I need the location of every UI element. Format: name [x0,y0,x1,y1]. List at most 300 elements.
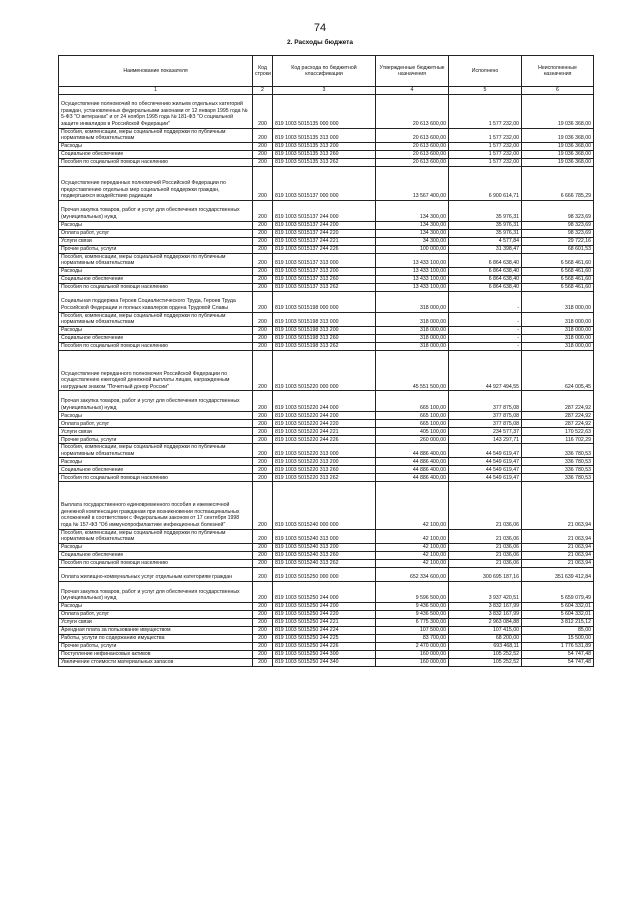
budget-classification-code: 819 1003 5015250 244 340 [273,658,376,666]
executed-amount: 68 200,00 [449,634,522,642]
approved-amount: 665 100,00 [376,412,449,420]
executed-amount: 35 976,31 [449,229,522,237]
approved-amount: 42 100,00 [376,543,449,551]
row-code: 200 [253,342,273,350]
unexecuted-amount: 287 224,92 [522,391,594,412]
row-code: 200 [253,618,273,626]
table-row [59,166,594,200]
header-executed: Исполнено [449,56,522,87]
row-code: 200 [253,253,273,267]
budget-classification-code: 819 1003 5015250 244 000 [273,581,376,602]
page-number: 74 [313,22,327,34]
column-number-row [59,87,594,95]
budget-classification-code: 819 1003 5015220 313 262 [273,474,376,482]
approved-amount: 13 567 400,00 [376,166,449,200]
unexecuted-amount: 21 063,94 [522,482,594,529]
approved-amount: 160 000,00 [376,658,449,666]
indicator-name: Расходы [59,412,253,420]
executed-amount: 300 695 187,16 [449,567,522,581]
approved-amount: 318 000,00 [376,291,449,312]
executed-amount: 35 976,31 [449,200,522,221]
table-row [59,142,594,150]
unexecuted-amount: 170 522,63 [522,428,594,436]
table-row [59,312,594,326]
unexecuted-amount: 336 780,53 [522,458,594,466]
approved-amount: 665 100,00 [376,420,449,428]
indicator-name: Пособия по социальной помощи населению [59,559,253,567]
unexecuted-amount: 19 036 368,00 [522,142,594,150]
budget-classification-code: 819 1003 5015240 313 200 [273,543,376,551]
indicator-name: Социальная поддержка Героев Социалистического Труда, Героев Труда Российской Федерации и полных кавалеров ордена Трудовой Славы [59,291,253,312]
row-code: 200 [253,458,273,466]
column-number: 2 [253,87,273,95]
approved-amount: 44 886 400,00 [376,458,449,466]
row-code: 200 [253,245,273,253]
executed-amount: 6 864 638,40 [449,253,522,267]
budget-classification-code: 819 1003 5015250 244 224 [273,626,376,634]
executed-amount: - [449,312,522,326]
indicator-name: Прочая закупка товаров, работ и услуг для обеспечения государственных (муниципальных) нужд [59,581,253,602]
budget-classification-code: 819 1003 5015198 000 000 [273,291,376,312]
unexecuted-amount: 3 812 215,12 [522,618,594,626]
table-row [59,626,594,634]
budget-classification-code: 819 1003 5015137 244 200 [273,221,376,229]
indicator-name: Расходы [59,602,253,610]
executed-amount: 21 036,06 [449,551,522,559]
row-code: 200 [253,634,273,642]
unexecuted-amount: 98 323,69 [522,229,594,237]
unexecuted-amount: 5 604 332,01 [522,610,594,618]
unexecuted-amount: 318 000,00 [522,342,594,350]
table-row [59,618,594,626]
table-row [59,610,594,618]
budget-classification-code: 819 1003 5015137 244 226 [273,245,376,253]
budget-classification-code: 819 1003 5015137 313 200 [273,267,376,275]
approved-amount: 20 613 600,00 [376,150,449,158]
approved-amount: 134 300,00 [376,221,449,229]
table-row [59,253,594,267]
indicator-name: Оплата работ, услуг [59,229,253,237]
budget-classification-code: 819 1003 5015220 244 000 [273,391,376,412]
row-code: 200 [253,610,273,618]
indicator-name: Социальное обеспечение [59,551,253,559]
executed-amount: 21 036,06 [449,543,522,551]
indicator-name: Социальное обеспечение [59,275,253,283]
table-row [59,229,594,237]
row-code: 200 [253,551,273,559]
executed-amount: 35 976,31 [449,221,522,229]
budget-classification-code: 819 1003 5015250 244 225 [273,634,376,642]
budget-classification-code: 819 1003 5015220 244 226 [273,436,376,444]
budget-classification-code: 819 1003 5015250 244 200 [273,602,376,610]
indicator-name: Осуществление переданного полномочия Российской Федерации по осуществлению ежегодной денежной выплаты лицам, награжденным нагрудным знаком "Почетный донор России" [59,350,253,391]
row-code: 200 [253,602,273,610]
indicator-name: Выплата государственного единовременного пособия и ежемесячной денежной компенсации гражданам при возникновении поствакцинальных осложнений в соответствии с Федеральным законом от 17 сентября 1998 года № 157-ФЗ "Об иммунопрофилактике инфекционных болезней" [59,482,253,529]
executed-amount: 105 252,52 [449,650,522,658]
approved-amount: 318 000,00 [376,342,449,350]
table-row [59,428,594,436]
budget-classification-code: 819 1003 5015198 313 200 [273,326,376,334]
approved-amount: 42 100,00 [376,559,449,567]
budget-classification-code: 819 1003 5015220 313 000 [273,444,376,458]
indicator-name: Арендная плата за пользование имуществом [59,626,253,634]
executed-amount: 234 577,37 [449,428,522,436]
row-code: 200 [253,229,273,237]
row-code: 200 [253,474,273,482]
approved-amount: 100 000,00 [376,245,449,253]
header-indicator-name: Наименование показателя [59,56,253,87]
table-header-row [59,56,594,87]
indicator-name: Прочие работы, услуги [59,436,253,444]
unexecuted-amount: 19 036 368,00 [522,150,594,158]
unexecuted-amount: 6 666 785,29 [522,166,594,200]
table-row [59,458,594,466]
indicator-name: Услуги связи [59,428,253,436]
approved-amount: 134 300,00 [376,229,449,237]
approved-amount: 318 000,00 [376,334,449,342]
executed-amount: 6 864 638,40 [449,275,522,283]
table-row [59,326,594,334]
budget-classification-code: 819 1003 5015198 313 000 [273,312,376,326]
unexecuted-amount: 19 036 368,00 [522,128,594,142]
approved-amount: 20 613 600,00 [376,94,449,128]
indicator-name: Оплата работ, услуг [59,610,253,618]
indicator-name: Увеличение стоимости материальных запасов [59,658,253,666]
unexecuted-amount: 287 224,92 [522,412,594,420]
table-row [59,436,594,444]
budget-classification-code: 819 1003 5015250 244 300 [273,650,376,658]
column-number: 1 [59,87,253,95]
indicator-name: Пособия, компенсации, меры социальной поддержки по публичным нормативным обязательствам [59,444,253,458]
executed-amount: 31 398,47 [449,245,522,253]
table-row [59,650,594,658]
table-row [59,94,594,128]
approved-amount: 42 100,00 [376,482,449,529]
table-row [59,150,594,158]
indicator-name: Пособия, компенсации, меры социальной поддержки по публичным нормативным обязательствам [59,312,253,326]
executed-amount: 3 832 167,99 [449,610,522,618]
indicator-name: Пособия по социальной помощи населению [59,474,253,482]
table-row [59,444,594,458]
table-row [59,412,594,420]
approved-amount: 9 436 500,00 [376,602,449,610]
unexecuted-amount: 336 780,53 [522,444,594,458]
budget-classification-code: 819 1003 5015135 313 262 [273,158,376,166]
unexecuted-amount: 5 659 079,49 [522,581,594,602]
unexecuted-amount: 15 500,00 [522,634,594,642]
approved-amount: 318 000,00 [376,312,449,326]
executed-amount: 44 549 619,47 [449,466,522,474]
indicator-name: Расходы [59,221,253,229]
indicator-name: Прочие работы, услуги [59,642,253,650]
column-number: 6 [522,87,594,95]
header-budget-classification: Код расхода по бюджетной классификации [273,56,376,87]
row-code: 200 [253,275,273,283]
approved-amount: 20 613 600,00 [376,128,449,142]
table-row [59,267,594,275]
approved-amount: 20 613 600,00 [376,158,449,166]
approved-amount: 44 886 400,00 [376,444,449,458]
table-row [59,221,594,229]
budget-classification-code: 819 1003 5015250 244 221 [273,618,376,626]
indicator-name: Социальное обеспечение [59,334,253,342]
approved-amount: 45 551 500,00 [376,350,449,391]
unexecuted-amount: 21 063,94 [522,529,594,543]
executed-amount: - [449,291,522,312]
row-code: 200 [253,529,273,543]
section-title: 2. Расходы бюджета [287,39,353,46]
indicator-name: Прочая закупка товаров, работ и услуг для обеспечения государственных (муниципальных) нужд [59,391,253,412]
row-code: 200 [253,334,273,342]
table-row [59,245,594,253]
column-number: 3 [273,87,376,95]
table-row [59,567,594,581]
table-row [59,200,594,221]
row-code: 200 [253,466,273,474]
executed-amount: 4 577,84 [449,237,522,245]
indicator-name: Оплата жилищно-коммунальных услуг отдельным категориям граждан [59,567,253,581]
budget-classification-code: 819 1003 5015220 313 260 [273,466,376,474]
budget-classification-code: 819 1003 5015240 313 260 [273,551,376,559]
budget-classification-code: 819 1003 5015220 000 000 [273,350,376,391]
indicator-name: Прочая закупка товаров, работ и услуг для обеспечения государственных (муниципальных) нужд [59,200,253,221]
row-code: 200 [253,658,273,666]
executed-amount: 6 900 614,71 [449,166,522,200]
budget-classification-code: 819 1003 5015137 313 260 [273,275,376,283]
unexecuted-amount: 21 063,94 [522,559,594,567]
table-row [59,342,594,350]
row-code: 200 [253,291,273,312]
row-code: 200 [253,559,273,567]
budget-classification-code: 819 1003 5015220 244 220 [273,420,376,428]
indicator-name: Услуги связи [59,237,253,245]
unexecuted-amount: 351 639 412,84 [522,567,594,581]
column-number: 5 [449,87,522,95]
executed-amount: 21 036,06 [449,559,522,567]
executed-amount: 6 864 638,40 [449,267,522,275]
table-row [59,128,594,142]
table-row [59,420,594,428]
row-code: 200 [253,412,273,420]
indicator-name: Расходы [59,142,253,150]
indicator-name: Услуги связи [59,618,253,626]
budget-classification-code: 819 1003 5015240 000 000 [273,482,376,529]
table-row [59,237,594,245]
approved-amount: 44 886 400,00 [376,474,449,482]
indicator-name: Оплата работ, услуг [59,420,253,428]
budget-classification-code: 819 1003 5015137 244 000 [273,200,376,221]
row-code: 200 [253,128,273,142]
unexecuted-amount: 624 005,45 [522,350,594,391]
executed-amount: 21 036,06 [449,482,522,529]
row-code: 200 [253,482,273,529]
indicator-name: Пособия, компенсации, меры социальной поддержки по публичным нормативным обязательствам [59,529,253,543]
header-approved: Утвержденные бюджетные назначения [376,56,449,87]
budget-expenditure-table [58,55,594,667]
unexecuted-amount: 1 776 531,89 [522,642,594,650]
executed-amount: 1 577 232,00 [449,94,522,128]
budget-classification-code: 819 1003 5015220 244 221 [273,428,376,436]
executed-amount: 3 832 167,99 [449,602,522,610]
indicator-name: Расходы [59,326,253,334]
executed-amount: 1 577 232,00 [449,142,522,150]
indicator-name: Осуществление переданных полномочий Российской Федерации по предоставлению отдельных мер социальной поддержки граждан, подвергшихся воздействию радиации [59,166,253,200]
indicator-name: Расходы [59,458,253,466]
unexecuted-amount: 287 224,92 [522,420,594,428]
table-row [59,543,594,551]
executed-amount: 105 252,52 [449,658,522,666]
unexecuted-amount: 85,00 [522,626,594,634]
executed-amount: - [449,334,522,342]
approved-amount: 13 433 100,00 [376,275,449,283]
unexecuted-amount: 6 568 461,60 [522,267,594,275]
approved-amount: 134 300,00 [376,200,449,221]
row-code: 200 [253,312,273,326]
row-code: 200 [253,166,273,200]
budget-classification-code: 819 1003 5015250 000 000 [273,567,376,581]
executed-amount: 377 875,08 [449,412,522,420]
row-code: 200 [253,543,273,551]
budget-classification-code: 819 1003 5015135 313 000 [273,128,376,142]
table-row [59,391,594,412]
row-code: 200 [253,436,273,444]
row-code: 200 [253,391,273,412]
row-code: 200 [253,567,273,581]
unexecuted-amount: 19 036 368,00 [522,158,594,166]
row-code: 200 [253,642,273,650]
row-code: 200 [253,420,273,428]
indicator-name: Пособия, компенсации, меры социальной поддержки по публичным нормативным обязательствам [59,253,253,267]
unexecuted-amount: 21 063,94 [522,551,594,559]
indicator-name: Пособия по социальной помощи населению [59,158,253,166]
unexecuted-amount: 336 780,53 [522,474,594,482]
header-unexecuted: Неисполненные назначения [522,56,594,87]
unexecuted-amount: 318 000,00 [522,291,594,312]
unexecuted-amount: 29 722,16 [522,237,594,245]
unexecuted-amount: 98 323,69 [522,200,594,221]
approved-amount: 13 433 100,00 [376,283,449,291]
budget-classification-code: 819 1003 5015135 313 260 [273,150,376,158]
executed-amount: 6 864 638,40 [449,283,522,291]
executed-amount: 143 297,71 [449,436,522,444]
executed-amount: 1 577 232,00 [449,150,522,158]
row-code: 200 [253,200,273,221]
unexecuted-amount: 19 036 368,00 [522,94,594,128]
table-row [59,634,594,642]
indicator-name: Поступление нефинансовых активов [59,650,253,658]
approved-amount: 652 334 600,00 [376,567,449,581]
budget-classification-code: 819 1003 5015250 244 226 [273,642,376,650]
row-code: 200 [253,142,273,150]
row-code: 200 [253,350,273,391]
indicator-name: Работы, услуги по содержанию имущества [59,634,253,642]
unexecuted-amount: 336 780,53 [522,466,594,474]
unexecuted-amount: 116 702,29 [522,436,594,444]
executed-amount: 377 875,08 [449,391,522,412]
row-code: 200 [253,158,273,166]
header-row-code: Код строки [253,56,273,87]
approved-amount: 42 100,00 [376,551,449,559]
table-row [59,602,594,610]
row-code: 200 [253,326,273,334]
budget-classification-code: 819 1003 5015137 313 262 [273,283,376,291]
executed-amount: 44 549 619,47 [449,444,522,458]
indicator-name: Расходы [59,543,253,551]
indicator-name: Социальное обеспечение [59,466,253,474]
approved-amount: 9 436 500,00 [376,610,449,618]
row-code: 200 [253,94,273,128]
unexecuted-amount: 318 000,00 [522,334,594,342]
row-code: 200 [253,428,273,436]
table-row [59,559,594,567]
executed-amount: 377 875,08 [449,420,522,428]
table-row [59,350,594,391]
approved-amount: 34 300,00 [376,237,449,245]
unexecuted-amount: 318 000,00 [522,312,594,326]
unexecuted-amount: 98 323,69 [522,221,594,229]
row-code: 200 [253,444,273,458]
budget-classification-code: 819 1003 5015240 313 000 [273,529,376,543]
table-row [59,529,594,543]
table-row [59,474,594,482]
executed-amount: 1 577 232,00 [449,128,522,142]
row-code: 200 [253,650,273,658]
budget-classification-code: 819 1003 5015240 313 262 [273,559,376,567]
approved-amount: 2 470 000,00 [376,642,449,650]
unexecuted-amount: 68 601,53 [522,245,594,253]
executed-amount: 44 549 619,47 [449,474,522,482]
executed-amount: 3 937 420,51 [449,581,522,602]
table-row [59,158,594,166]
approved-amount: 13 433 100,00 [376,267,449,275]
table-row [59,291,594,312]
unexecuted-amount: 21 063,94 [522,543,594,551]
executed-amount: 21 036,06 [449,529,522,543]
indicator-name: Пособия по социальной помощи населению [59,283,253,291]
approved-amount: 6 775 300,00 [376,618,449,626]
column-number: 4 [376,87,449,95]
table-row [59,642,594,650]
budget-classification-code: 819 1003 5015137 244 221 [273,237,376,245]
approved-amount: 665 100,00 [376,391,449,412]
budget-classification-code: 819 1003 5015198 313 262 [273,342,376,350]
table-body [59,94,594,666]
table-row [59,581,594,602]
budget-classification-code: 819 1003 5015137 244 220 [273,229,376,237]
budget-classification-code: 819 1003 5015135 313 200 [273,142,376,150]
approved-amount: 107 500,00 [376,626,449,634]
executed-amount: 693 468,11 [449,642,522,650]
table-row [59,283,594,291]
executed-amount: 44 549 619,47 [449,458,522,466]
approved-amount: 9 596 500,00 [376,581,449,602]
executed-amount: 1 577 232,00 [449,158,522,166]
indicator-name: Социальное обеспечение [59,150,253,158]
approved-amount: 83 700,00 [376,634,449,642]
approved-amount: 260 000,00 [376,436,449,444]
row-code: 200 [253,221,273,229]
indicator-name: Осуществление полномочий по обеспечению жильем отдельных категорий граждан, установленных федеральными законами от 12 января 1995 года № 5-ФЗ "О ветеранах" и от 24 ноября 1995 года № 181-ФЗ "О социальной защите инвалидов в Российской Федерации" [59,94,253,128]
row-code: 200 [253,283,273,291]
table-row [59,334,594,342]
indicator-name: Прочие работы, услуги [59,245,253,253]
budget-classification-code: 819 1003 5015198 313 260 [273,334,376,342]
row-code: 200 [253,237,273,245]
approved-amount: 20 613 600,00 [376,142,449,150]
table-row [59,466,594,474]
approved-amount: 318 000,00 [376,326,449,334]
table-row [59,658,594,666]
